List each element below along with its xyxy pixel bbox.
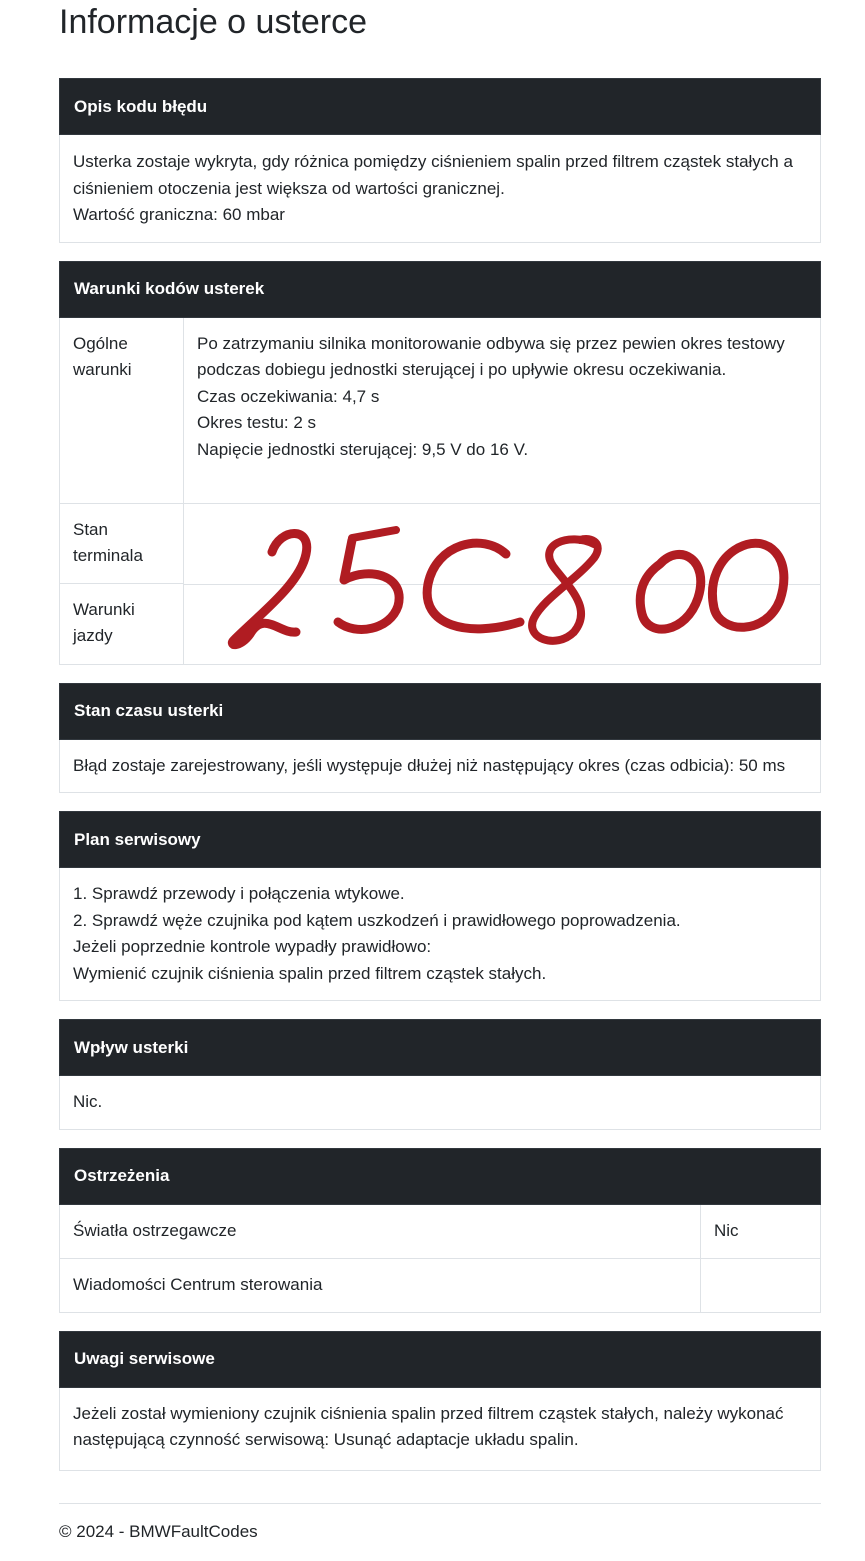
table-row	[60, 503, 821, 583]
footer: © 2024 - BMWFaultCodes	[59, 1503, 821, 1542]
fault-conditions-table	[59, 261, 821, 665]
page-title: Informacje o usterce	[59, 3, 368, 41]
service-plan-table	[59, 811, 821, 1001]
service-notes-header: Uwagi serwisowe	[60, 1331, 821, 1387]
fault-description-table	[59, 78, 821, 243]
general-conditions-label: Ogólne warunki	[60, 317, 184, 503]
service-plan-text: 1. Sprawdź przewody i połączenia wtykowe. 2. Sprawdź węże czujnika pod kątem uszkodzeń i prawidłowego poprowadzenia. Jeżeli poprzednie kontrole wypadły prawidłowo: Wymienić czujnik ciśnienia spalin przed filtrem cząstek stałych.	[60, 868, 821, 1001]
control-center-messages-value	[701, 1258, 821, 1312]
warning-lights-label: Światła ostrzegawcze	[60, 1204, 701, 1258]
fault-time-header: Stan czasu usterki	[60, 683, 821, 739]
terminal-state-label: Stan terminala	[60, 503, 184, 583]
table-row	[60, 317, 821, 503]
fault-time-table	[59, 683, 821, 794]
fault-description-text: Usterka zostaje wykryta, gdy różnica pomiędzy ciśnieniem spalin przed filtrem cząstek stałych a ciśnieniem otoczenia jest większa od wartości granicznej. Wartość graniczna: 60 mbar	[60, 135, 821, 243]
fault-impact-table	[59, 1019, 821, 1130]
fault-impact-header: Wpływ usterki	[60, 1020, 821, 1076]
driving-conditions-label: Warunki jazdy	[60, 583, 184, 664]
general-conditions-value: Po zatrzymaniu silnika monitorowanie odbywa się przez pewien okres testowy podczas dobiegu jednostki sterującej i po upływie okresu oczekiwania. Czas oczekiwania: 4,7 s Okres testu: 2 s Napięcie jednostki sterującej: 9,5 V do 16 V.	[184, 317, 821, 503]
warnings-header: Ostrzeżenia	[60, 1148, 821, 1204]
fault-description-header: Opis kodu błędu	[60, 79, 821, 135]
table-row	[60, 1258, 821, 1312]
content-container	[59, 0, 821, 1489]
service-plan-header: Plan serwisowy	[60, 812, 821, 868]
handwritten-code-stamp	[220, 514, 800, 654]
table-row	[60, 1204, 821, 1258]
service-notes-text: Jeżeli został wymieniony czujnik ciśnienia spalin przed filtrem cząstek stałych, należy wykonać następującą czynność serwisową: Usunąć adaptacje układu spalin.	[60, 1387, 821, 1470]
fault-impact-text: Nic.	[60, 1076, 821, 1130]
fault-time-text: Błąd zostaje zarejestrowany, jeśli występuje dłużej niż następujący okres (czas odbicia): 50 ms	[60, 739, 821, 793]
fault-conditions-header: Warunki kodów usterek	[60, 261, 821, 317]
warning-lights-value: Nic	[701, 1204, 821, 1258]
handwritten-code-cell	[184, 503, 821, 664]
service-notes-table	[59, 1331, 821, 1471]
control-center-messages-label: Wiadomości Centrum sterowania	[60, 1258, 701, 1312]
warnings-table	[59, 1148, 821, 1313]
